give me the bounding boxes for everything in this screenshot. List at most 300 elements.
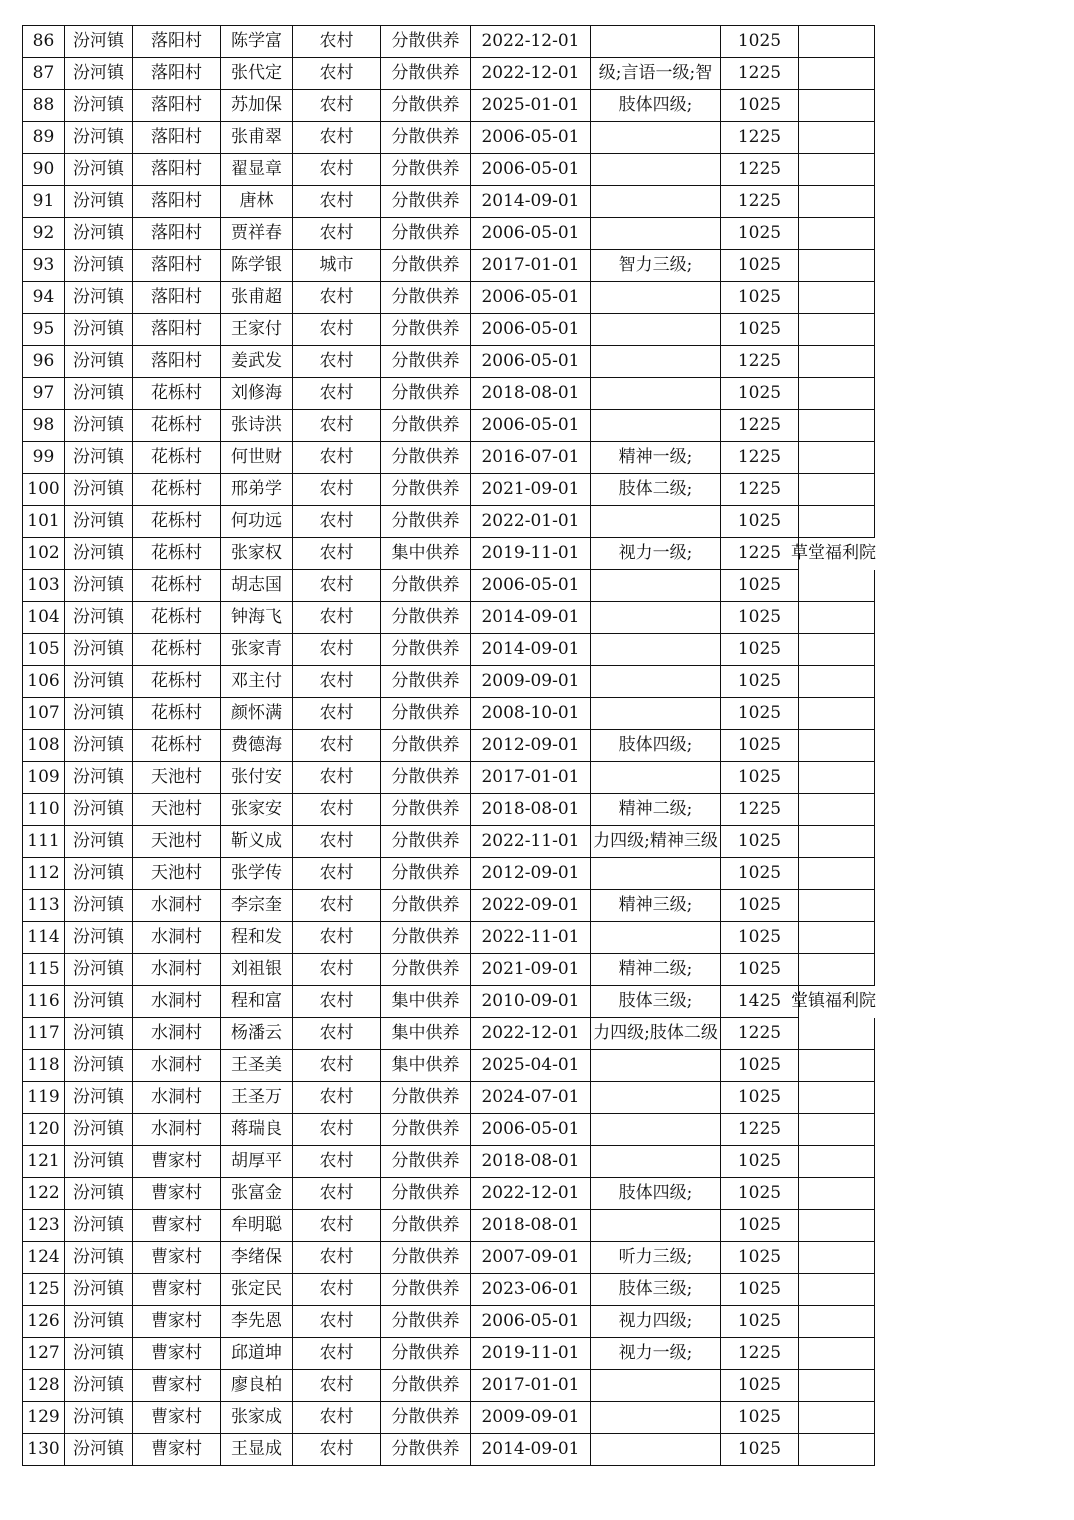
institution-note-cell: [799, 1178, 875, 1210]
support-mode-cell: 分散供养: [381, 1306, 471, 1338]
village-cell: 曹家村: [133, 1434, 221, 1466]
amount-cell: 1025: [721, 730, 799, 762]
disability-level-cell: 肢体三级;: [591, 1274, 721, 1306]
amount-cell: 1225: [721, 1018, 799, 1050]
hukou-type-cell: 农村: [293, 90, 381, 122]
person-name-cell: 陈学富: [221, 26, 293, 58]
table-row: [23, 410, 875, 442]
amount-cell: 1025: [721, 1242, 799, 1274]
village-cell: 水洞村: [133, 1050, 221, 1082]
start-date-cell: 2018-08-01: [471, 794, 591, 826]
person-name-cell: 颜怀满: [221, 698, 293, 730]
amount-cell: 1225: [721, 410, 799, 442]
amount-cell: 1025: [721, 1370, 799, 1402]
hukou-type-cell: 农村: [293, 858, 381, 890]
row-number-cell: 116: [23, 986, 65, 1018]
support-mode-cell: 分散供养: [381, 26, 471, 58]
disability-level-cell: 智力三级;: [591, 250, 721, 282]
support-mode-cell: 分散供养: [381, 122, 471, 154]
person-name-cell: 李宗奎: [221, 890, 293, 922]
start-date-cell: 2017-01-01: [471, 1370, 591, 1402]
village-cell: 天池村: [133, 858, 221, 890]
town-cell: 汾河镇: [65, 346, 133, 378]
village-cell: 曹家村: [133, 1146, 221, 1178]
institution-note-text: 草堂福利院: [791, 543, 876, 563]
row-number-cell: 124: [23, 1242, 65, 1274]
table-row: [23, 794, 875, 826]
amount-cell: 1225: [721, 442, 799, 474]
disability-level-cell: [591, 1050, 721, 1082]
disability-level-cell: [591, 314, 721, 346]
support-mode-cell: 集中供养: [381, 538, 471, 570]
row-number-cell: 102: [23, 538, 65, 570]
person-name-cell: 程和发: [221, 922, 293, 954]
hukou-type-cell: 农村: [293, 1434, 381, 1466]
village-cell: 曹家村: [133, 1242, 221, 1274]
institution-note-cell: [799, 218, 875, 250]
amount-cell: 1025: [721, 634, 799, 666]
start-date-cell: 2014-09-01: [471, 602, 591, 634]
table-row: [23, 602, 875, 634]
village-cell: 落阳村: [133, 186, 221, 218]
table-row: [23, 666, 875, 698]
amount-cell: 1025: [721, 602, 799, 634]
village-cell: 花栎村: [133, 538, 221, 570]
support-mode-cell: 分散供养: [381, 506, 471, 538]
row-number-cell: 95: [23, 314, 65, 346]
amount-cell: 1025: [721, 1082, 799, 1114]
table-row: [23, 1274, 875, 1306]
amount-cell: 1225: [721, 538, 799, 570]
support-mode-cell: 分散供养: [381, 314, 471, 346]
institution-note-cell: [799, 858, 875, 890]
institution-note-cell: [799, 794, 875, 826]
person-name-cell: 杨潘云: [221, 1018, 293, 1050]
institution-note-cell: [799, 1402, 875, 1434]
row-number-cell: 112: [23, 858, 65, 890]
disability-level-cell: [591, 1434, 721, 1466]
institution-note-cell: [799, 1306, 875, 1338]
amount-cell: 1025: [721, 666, 799, 698]
person-name-cell: 邱道坤: [221, 1338, 293, 1370]
support-mode-cell: 分散供养: [381, 1338, 471, 1370]
table-row: [23, 858, 875, 890]
amount-cell: 1425: [721, 986, 799, 1018]
institution-note-cell: [799, 762, 875, 794]
village-cell: 曹家村: [133, 1338, 221, 1370]
town-cell: 汾河镇: [65, 474, 133, 506]
table-row: [23, 1402, 875, 1434]
town-cell: 汾河镇: [65, 218, 133, 250]
start-date-cell: 2009-09-01: [471, 1402, 591, 1434]
table-row: [23, 1146, 875, 1178]
start-date-cell: 2025-01-01: [471, 90, 591, 122]
row-number-cell: 97: [23, 378, 65, 410]
row-number-cell: 88: [23, 90, 65, 122]
support-mode-cell: 分散供养: [381, 570, 471, 602]
start-date-cell: 2006-05-01: [471, 1114, 591, 1146]
start-date-cell: 2019-11-01: [471, 1338, 591, 1370]
village-cell: 花栎村: [133, 602, 221, 634]
village-cell: 水洞村: [133, 954, 221, 986]
table-row: [23, 1434, 875, 1466]
support-mode-cell: 分散供养: [381, 762, 471, 794]
table-row: [23, 1338, 875, 1370]
person-name-cell: 王圣万: [221, 1082, 293, 1114]
person-name-cell: 张家安: [221, 794, 293, 826]
amount-cell: 1025: [721, 890, 799, 922]
town-cell: 汾河镇: [65, 1114, 133, 1146]
institution-note-cell: [799, 442, 875, 474]
institution-note-cell: [799, 666, 875, 698]
hukou-type-cell: 农村: [293, 1306, 381, 1338]
row-number-cell: 108: [23, 730, 65, 762]
town-cell: 汾河镇: [65, 282, 133, 314]
village-cell: 落阳村: [133, 314, 221, 346]
hukou-type-cell: 农村: [293, 1082, 381, 1114]
row-number-cell: 91: [23, 186, 65, 218]
table-row: [23, 1370, 875, 1402]
row-number-cell: 93: [23, 250, 65, 282]
town-cell: 汾河镇: [65, 58, 133, 90]
disability-level-cell: 精神三级;: [591, 890, 721, 922]
town-cell: 汾河镇: [65, 698, 133, 730]
disability-level-cell: [591, 378, 721, 410]
disability-level-cell: 听力三级;: [591, 1242, 721, 1274]
person-name-cell: 唐林: [221, 186, 293, 218]
table-row: [23, 122, 875, 154]
table-row: [23, 474, 875, 506]
town-cell: 汾河镇: [65, 826, 133, 858]
disability-level-cell: [591, 634, 721, 666]
village-cell: 花栎村: [133, 410, 221, 442]
row-number-cell: 122: [23, 1178, 65, 1210]
institution-note-cell: [791, 986, 876, 1018]
hukou-type-cell: 农村: [293, 26, 381, 58]
disability-level-cell: [591, 1370, 721, 1402]
row-number-cell: 107: [23, 698, 65, 730]
disability-level-cell: [591, 1146, 721, 1178]
support-mode-cell: 分散供养: [381, 602, 471, 634]
person-name-cell: 王显成: [221, 1434, 293, 1466]
disability-level-cell: 视力四级;: [591, 1306, 721, 1338]
hukou-type-cell: 农村: [293, 826, 381, 858]
institution-note-cell: [799, 922, 875, 954]
support-mode-cell: 分散供养: [381, 474, 471, 506]
disability-level-cell: [591, 1210, 721, 1242]
town-cell: 汾河镇: [65, 506, 133, 538]
row-number-cell: 123: [23, 1210, 65, 1242]
amount-cell: 1025: [721, 954, 799, 986]
start-date-cell: 2012-09-01: [471, 858, 591, 890]
row-number-cell: 128: [23, 1370, 65, 1402]
amount-cell: 1025: [721, 250, 799, 282]
disability-level-cell: 力四级;肢体二级: [591, 1018, 721, 1050]
person-name-cell: 张家青: [221, 634, 293, 666]
hukou-type-cell: 农村: [293, 730, 381, 762]
institution-note-cell: [799, 410, 875, 442]
person-name-cell: 贾祥春: [221, 218, 293, 250]
support-mode-cell: 分散供养: [381, 1146, 471, 1178]
town-cell: 汾河镇: [65, 794, 133, 826]
person-name-cell: 牟明聪: [221, 1210, 293, 1242]
table-row: [23, 1306, 875, 1338]
institution-note-cell: [799, 250, 875, 282]
person-name-cell: 费德海: [221, 730, 293, 762]
town-cell: 汾河镇: [65, 26, 133, 58]
support-mode-cell: 分散供养: [381, 1178, 471, 1210]
village-cell: 曹家村: [133, 1274, 221, 1306]
row-number-cell: 103: [23, 570, 65, 602]
row-number-cell: 109: [23, 762, 65, 794]
hukou-type-cell: 农村: [293, 378, 381, 410]
support-mode-cell: 分散供养: [381, 90, 471, 122]
village-cell: 落阳村: [133, 218, 221, 250]
disability-level-cell: [591, 762, 721, 794]
village-cell: 曹家村: [133, 1370, 221, 1402]
disability-level-cell: 精神二级;: [591, 954, 721, 986]
hukou-type-cell: 农村: [293, 538, 381, 570]
person-name-cell: 李先恩: [221, 1306, 293, 1338]
person-name-cell: 李绪保: [221, 1242, 293, 1274]
amount-cell: 1025: [721, 90, 799, 122]
amount-cell: 1025: [721, 26, 799, 58]
village-cell: 水洞村: [133, 1114, 221, 1146]
hukou-type-cell: 农村: [293, 1050, 381, 1082]
disability-level-cell: [591, 570, 721, 602]
town-cell: 汾河镇: [65, 922, 133, 954]
support-mode-cell: 分散供养: [381, 858, 471, 890]
institution-note-cell: [799, 1082, 875, 1114]
row-number-cell: 110: [23, 794, 65, 826]
support-mode-cell: 分散供养: [381, 698, 471, 730]
table-row: [23, 314, 875, 346]
village-cell: 落阳村: [133, 154, 221, 186]
institution-note-cell: [799, 474, 875, 506]
town-cell: 汾河镇: [65, 1242, 133, 1274]
hukou-type-cell: 农村: [293, 282, 381, 314]
row-number-cell: 111: [23, 826, 65, 858]
institution-note-cell: [799, 570, 875, 602]
table-row: [23, 442, 875, 474]
start-date-cell: 2018-08-01: [471, 1210, 591, 1242]
person-name-cell: 翟显章: [221, 154, 293, 186]
row-number-cell: 118: [23, 1050, 65, 1082]
disability-level-cell: 精神一级;: [591, 442, 721, 474]
support-mode-cell: 分散供养: [381, 634, 471, 666]
institution-note-cell: [799, 698, 875, 730]
person-name-cell: 蒋瑞良: [221, 1114, 293, 1146]
town-cell: 汾河镇: [65, 122, 133, 154]
town-cell: 汾河镇: [65, 634, 133, 666]
institution-note-cell: [799, 1146, 875, 1178]
town-cell: 汾河镇: [65, 538, 133, 570]
disability-level-cell: 肢体四级;: [591, 730, 721, 762]
institution-note-cell: [799, 826, 875, 858]
amount-cell: 1025: [721, 1178, 799, 1210]
disability-level-cell: [591, 346, 721, 378]
row-number-cell: 125: [23, 1274, 65, 1306]
hukou-type-cell: 农村: [293, 122, 381, 154]
disability-level-cell: [591, 410, 721, 442]
hukou-type-cell: 农村: [293, 314, 381, 346]
town-cell: 汾河镇: [65, 1082, 133, 1114]
start-date-cell: 2022-12-01: [471, 58, 591, 90]
start-date-cell: 2007-09-01: [471, 1242, 591, 1274]
support-mode-cell: 分散供养: [381, 154, 471, 186]
start-date-cell: 2022-01-01: [471, 506, 591, 538]
person-name-cell: 钟海飞: [221, 602, 293, 634]
support-mode-cell: 分散供养: [381, 1114, 471, 1146]
start-date-cell: 2006-05-01: [471, 314, 591, 346]
start-date-cell: 2017-01-01: [471, 250, 591, 282]
town-cell: 汾河镇: [65, 986, 133, 1018]
town-cell: 汾河镇: [65, 378, 133, 410]
amount-cell: 1225: [721, 58, 799, 90]
amount-cell: 1025: [721, 1402, 799, 1434]
row-number-cell: 120: [23, 1114, 65, 1146]
support-mode-cell: 分散供养: [381, 442, 471, 474]
person-name-cell: 胡厚平: [221, 1146, 293, 1178]
support-mode-cell: 分散供养: [381, 282, 471, 314]
row-number-cell: 117: [23, 1018, 65, 1050]
village-cell: 天池村: [133, 762, 221, 794]
hukou-type-cell: 农村: [293, 794, 381, 826]
disability-level-cell: [591, 218, 721, 250]
hukou-type-cell: 农村: [293, 986, 381, 1018]
institution-note-cell: [799, 1434, 875, 1466]
hukou-type-cell: 农村: [293, 186, 381, 218]
row-number-cell: 105: [23, 634, 65, 666]
institution-note-cell: [799, 634, 875, 666]
institution-note-cell: [799, 1338, 875, 1370]
town-cell: 汾河镇: [65, 442, 133, 474]
amount-cell: 1225: [721, 154, 799, 186]
village-cell: 曹家村: [133, 1402, 221, 1434]
town-cell: 汾河镇: [65, 1210, 133, 1242]
village-cell: 花栎村: [133, 634, 221, 666]
start-date-cell: 2014-09-01: [471, 634, 591, 666]
institution-note-cell: [799, 890, 875, 922]
town-cell: 汾河镇: [65, 186, 133, 218]
amount-cell: 1225: [721, 122, 799, 154]
village-cell: 落阳村: [133, 282, 221, 314]
table-row: [23, 1210, 875, 1242]
start-date-cell: 2022-12-01: [471, 1178, 591, 1210]
village-cell: 花栎村: [133, 378, 221, 410]
amount-cell: 1025: [721, 282, 799, 314]
institution-note-cell: [799, 154, 875, 186]
person-name-cell: 刘祖银: [221, 954, 293, 986]
person-name-cell: 张诗洪: [221, 410, 293, 442]
amount-cell: 1225: [721, 794, 799, 826]
start-date-cell: 2006-05-01: [471, 570, 591, 602]
disability-level-cell: [591, 698, 721, 730]
disability-level-cell: [591, 186, 721, 218]
disability-level-cell: 肢体四级;: [591, 1178, 721, 1210]
institution-note-cell: [799, 346, 875, 378]
support-mode-cell: 分散供养: [381, 378, 471, 410]
support-mode-cell: 分散供养: [381, 1434, 471, 1466]
amount-cell: 1025: [721, 1050, 799, 1082]
row-number-cell: 94: [23, 282, 65, 314]
town-cell: 汾河镇: [65, 1306, 133, 1338]
start-date-cell: 2008-10-01: [471, 698, 591, 730]
start-date-cell: 2010-09-01: [471, 986, 591, 1018]
amount-cell: 1025: [721, 698, 799, 730]
start-date-cell: 2022-11-01: [471, 826, 591, 858]
hukou-type-cell: 农村: [293, 1402, 381, 1434]
hukou-type-cell: 农村: [293, 954, 381, 986]
institution-note-cell: [799, 90, 875, 122]
town-cell: 汾河镇: [65, 250, 133, 282]
institution-note-cell: [799, 1114, 875, 1146]
town-cell: 汾河镇: [65, 154, 133, 186]
hukou-type-cell: 农村: [293, 666, 381, 698]
hukou-type-cell: 农村: [293, 1210, 381, 1242]
amount-cell: 1025: [721, 858, 799, 890]
village-cell: 水洞村: [133, 890, 221, 922]
row-number-cell: 114: [23, 922, 65, 954]
table-row: [23, 538, 875, 570]
table-row: [23, 730, 875, 762]
hukou-type-cell: 农村: [293, 1114, 381, 1146]
hukou-type-cell: 农村: [293, 1370, 381, 1402]
person-name-cell: 邓主付: [221, 666, 293, 698]
disability-level-cell: [591, 1082, 721, 1114]
hukou-type-cell: 农村: [293, 474, 381, 506]
start-date-cell: 2006-05-01: [471, 218, 591, 250]
hukou-type-cell: 城市: [293, 250, 381, 282]
village-cell: 花栎村: [133, 570, 221, 602]
person-name-cell: 陈学银: [221, 250, 293, 282]
town-cell: 汾河镇: [65, 858, 133, 890]
table-body: [23, 26, 875, 1466]
disability-level-cell: 力四级;精神三级: [591, 826, 721, 858]
start-date-cell: 2021-09-01: [471, 474, 591, 506]
person-name-cell: 张定民: [221, 1274, 293, 1306]
support-mode-cell: 分散供养: [381, 58, 471, 90]
hukou-type-cell: 农村: [293, 1338, 381, 1370]
start-date-cell: 2022-11-01: [471, 922, 591, 954]
village-cell: 曹家村: [133, 1210, 221, 1242]
row-number-cell: 127: [23, 1338, 65, 1370]
person-name-cell: 张富金: [221, 1178, 293, 1210]
table-row: [23, 1018, 875, 1050]
town-cell: 汾河镇: [65, 954, 133, 986]
town-cell: 汾河镇: [65, 666, 133, 698]
table-row: [23, 154, 875, 186]
start-date-cell: 2014-09-01: [471, 1434, 591, 1466]
institution-note-text: 堂镇福利院: [791, 991, 876, 1011]
hukou-type-cell: 农村: [293, 698, 381, 730]
start-date-cell: 2006-05-01: [471, 122, 591, 154]
person-name-cell: 何世财: [221, 442, 293, 474]
start-date-cell: 2018-08-01: [471, 1146, 591, 1178]
start-date-cell: 2009-09-01: [471, 666, 591, 698]
person-name-cell: 王圣美: [221, 1050, 293, 1082]
institution-note-cell: [799, 1050, 875, 1082]
person-name-cell: 张学传: [221, 858, 293, 890]
start-date-cell: 2021-09-01: [471, 954, 591, 986]
disability-level-cell: 肢体二级;: [591, 474, 721, 506]
disability-level-cell: 肢体四级;: [591, 90, 721, 122]
start-date-cell: 2006-05-01: [471, 154, 591, 186]
table-row: [23, 250, 875, 282]
institution-note-cell: [799, 602, 875, 634]
hukou-type-cell: 农村: [293, 1018, 381, 1050]
village-cell: 花栎村: [133, 730, 221, 762]
